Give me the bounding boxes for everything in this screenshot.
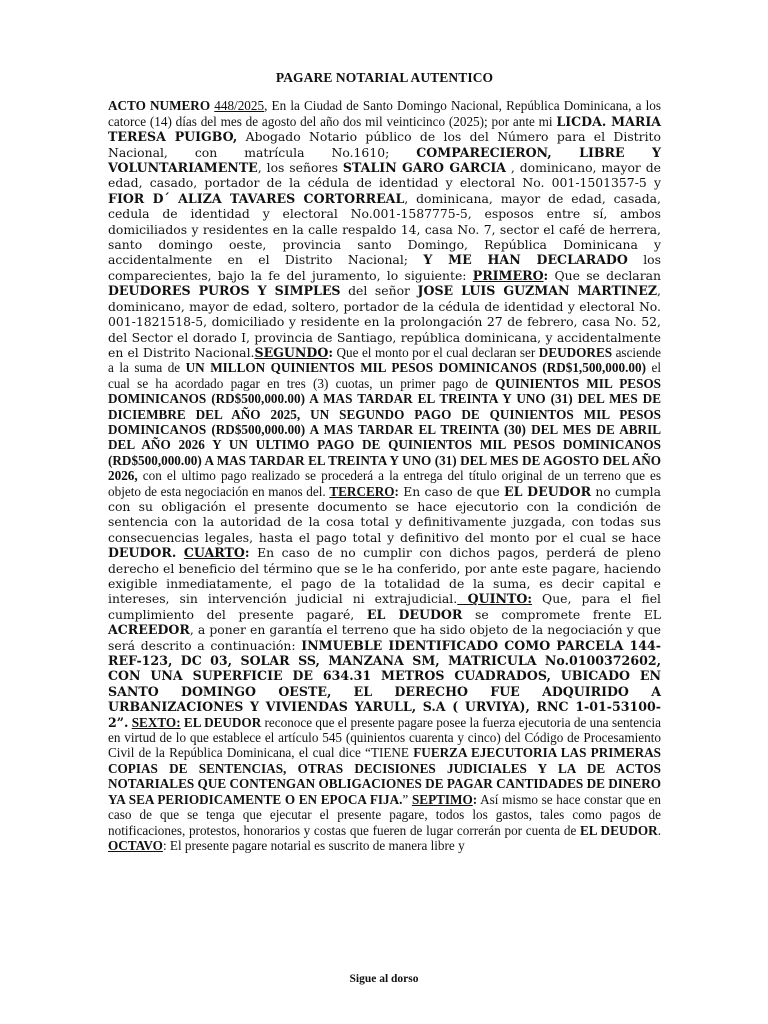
document-title: PAGARE NOTARIAL AUTENTICO — [275, 70, 494, 85]
text-segment: ACTO NUMERO — [108, 98, 211, 114]
text-segment: el cual se ha acordado pagar en tres (3) cuotas, un primer pago de — [108, 360, 661, 391]
text-segment: Que se declaran — [548, 267, 661, 283]
text-segment: . — [657, 822, 661, 838]
text-segment: no cumpla con su obligación el presente documento se hace ejecutorio con la condición de sentencia con la autoridad de la cosa total y definitivamente juzgada, con todas sus consecuencias legales, hasta el pago total y definitivo del monto por el cual se hace — [108, 483, 661, 545]
text-segment: público de los del Número para el Distrito Nacional, con matrícula No.1610; — [108, 129, 661, 160]
text-segment: PRIMERO — [472, 267, 544, 283]
text-segment: , los señores — [257, 160, 343, 176]
text-segment: ACREEDOR — [108, 622, 190, 638]
text-segment: : El presente pagare notarial es suscrito de manera libre y — [162, 837, 465, 853]
text-segment: CUARTO — [183, 545, 245, 561]
text-segment: DEUDORES — [538, 344, 613, 360]
text-segment: DEUDOR. — [108, 545, 177, 561]
text-segment: asciende a la suma de — [108, 344, 661, 376]
text-segment: SEXTO: — [131, 714, 181, 730]
text-segment: , dominicano, mayor de edad, soltero, portador de la cédula de identidad y electoral No. 001-1821518-5, domiciliado y residente en la prolongación 27 de febrero, casa No. 52, del Sector el dorado I, provincia de Santiago, república dominicana, y accidentalmente en el Distrito Nacional. — [108, 283, 661, 360]
text-segment: , a poner en garantía el terreno que ha sido objeto de la negociación y que será descrito a continuación: — [108, 622, 661, 653]
text-segment: Y ME HAN DECLARADO — [423, 252, 628, 268]
text-segment: JOSE LUIS GUZMAN MARTINEZ — [417, 283, 658, 299]
text-segment — [176, 545, 184, 560]
text-segment: Que, para el fiel cumplimiento del presente pagaré, — [108, 591, 662, 622]
text-segment: SEPTIMO — [411, 791, 473, 807]
text-segment: reconoce que el presente pagare posee la fuerza ejecutoria de una sentencia en virtud de lo que establece el artículo 545 (quinientos cuarenta y cinco) del Código de Procesamiento Civil de la República Dominicana, el cual dice “TIENE — [108, 714, 662, 761]
text-segment: EL DEUDOR — [183, 714, 262, 730]
text-segment: : — [543, 267, 549, 283]
text-segment: COMPARECIERON, LIBRE Y VOLUNTARIAMENTE — [108, 144, 661, 176]
text-segment: EL DEUDOR — [580, 822, 658, 838]
text-segment: LICDA. MARIA TERESA PUIGBO, — [108, 113, 661, 145]
text-segment: En caso de que — [398, 483, 504, 499]
text-segment: EL DEUDOR — [366, 606, 463, 622]
text-segment: , dominicana, mayor de edad, casada, cedula de identidad y electoral No.001-1587775-5, esposos entre sí, ambos domiciliados y residentes en la calle respaldo 14, casa No. 7, sector el café de herrera, santo domingo oeste, provincia santo Domingo, República Dominicana y accidentalmente en el Distrito Nacional; — [108, 190, 661, 268]
text-segment: QUINTO: — [457, 591, 533, 607]
text-segment: INMUEBLE IDENTIFICADO COMO PARCELA 144-REF-123, DC 03, SOLAR SS, MANZANA SM, MATRICULA No.0100372602, CON UNA SUPERFICIE DE 634.31 METROS CUADRADOS, UBICADO EN SANTO DOMINGO OESTE, EL DERECHO FUE ADQUIRIDO A URBANIZACIONES Y VIVIENDAS YARULL, S.A ( URVIYA), RNC 1-01-53100-2”. — [108, 637, 661, 730]
text-segment: FUERZA EJECUTORIA LAS PRIMERAS COPIAS DE SENTENCIAS, OTRAS DECISIONES JUDICIALES Y LA DE ACTOS NOTARIALES QUE CONTENGAN OBLIGACIONES DE PAGAR CANTIDADES DE DINERO YA SEA PERIODICAMENTE O EN EPOCA FIJA. — [108, 745, 661, 807]
text-segment: ” — [402, 791, 412, 807]
text-segment: : — [472, 791, 478, 807]
text-segment: : — [328, 344, 333, 360]
text-segment: FIOR D´ ALIZA TAVARES CORTORREAL — [108, 190, 405, 206]
text-segment: UN MILLON QUINIENTOS MIL PESOS DOMINICANOS (RD$1,500,000.00) — [185, 360, 646, 376]
text-segment: EL DEUDOR — [504, 483, 592, 499]
document-page — [108, 70, 661, 853]
text-segment: OCTAVO — [108, 837, 163, 853]
footer-note: Sigue al dorso — [349, 973, 419, 985]
text-segment: En caso de no cumplir con dichos pagos, perderá de pleno derecho el beneficio del término que se le ha conferido, por ante este pagare, haciendo exigible inmediatamente, el pago de la totalidad de la suma, es decir capital e intereses, sin intervención judicial ni extrajudicial. — [108, 545, 661, 607]
text-segment: : — [244, 545, 250, 561]
text-segment: Abogado Notario — [237, 129, 366, 145]
document-body — [108, 98, 661, 853]
text-segment: SEGUNDO — [254, 344, 329, 360]
text-segment: con el ultimo pago realizado se procederá a la entrega del título original de un terreno que es objeto de esta negociación en manos del. — [108, 468, 661, 499]
text-segment: , En la Ciudad de Santo Domingo Nacional, República Dominicana, a los catorce (14) días del mes de agosto del año dos mil veinticinco (2025); por ante mi — [108, 98, 661, 129]
text-segment: TERCERO — [329, 483, 395, 499]
text-segment: , dominicano, mayor de edad, casado, portador de la cédula de identidad y electoral No. 001-1501357-5 y — [108, 160, 662, 191]
text-segment: del señor — [340, 283, 418, 299]
text-segment: Así mismo se hace constar que en caso de que se tenga que ejecutar el presente pagare, todos los gastos, tales como pagos de notificaciones, protestos, honorarios y costas que fueren de lugar correrán por cuenta de — [108, 791, 661, 838]
text-segment: STALIN GARO GARCIA — [342, 160, 507, 176]
text-segment: : — [394, 483, 399, 499]
text-segment: 448/2025 — [214, 98, 265, 114]
text-segment: DEUDORES PUROS Y SIMPLES — [108, 283, 341, 299]
text-segment: se compromete frente EL — [462, 606, 661, 622]
text-segment: Que el monto por el cual declaran ser — [332, 344, 539, 360]
text-segment: los comparecientes, bajo la fe del juramento, lo siguiente: — [108, 252, 661, 283]
text-segment: QUINIENTOS MIL PESOS DOMINICANOS (RD$500,000.00) A MAS TARDAR EL TREINTA Y UNO (31) DEL MES DE DICIEMBRE DEL AÑO 2025, UN SEGUNDO PAGO DE QUINIENTOS MIL PESOS DOMINICANOS (RD$500,000.00) A MAS TARDAR EL TREINTA (30) DEL MES DE ABRIL DEL AÑO 2026 Y UN ULTIMO PAGO DE QUINIENTOS MIL PESOS DOMINICANOS (RD$500,000.00) A MAS TARDAR EL TREINTA Y UNO (31) DEL MES DE AGOSTO DEL AÑO 2026, — [108, 375, 662, 484]
